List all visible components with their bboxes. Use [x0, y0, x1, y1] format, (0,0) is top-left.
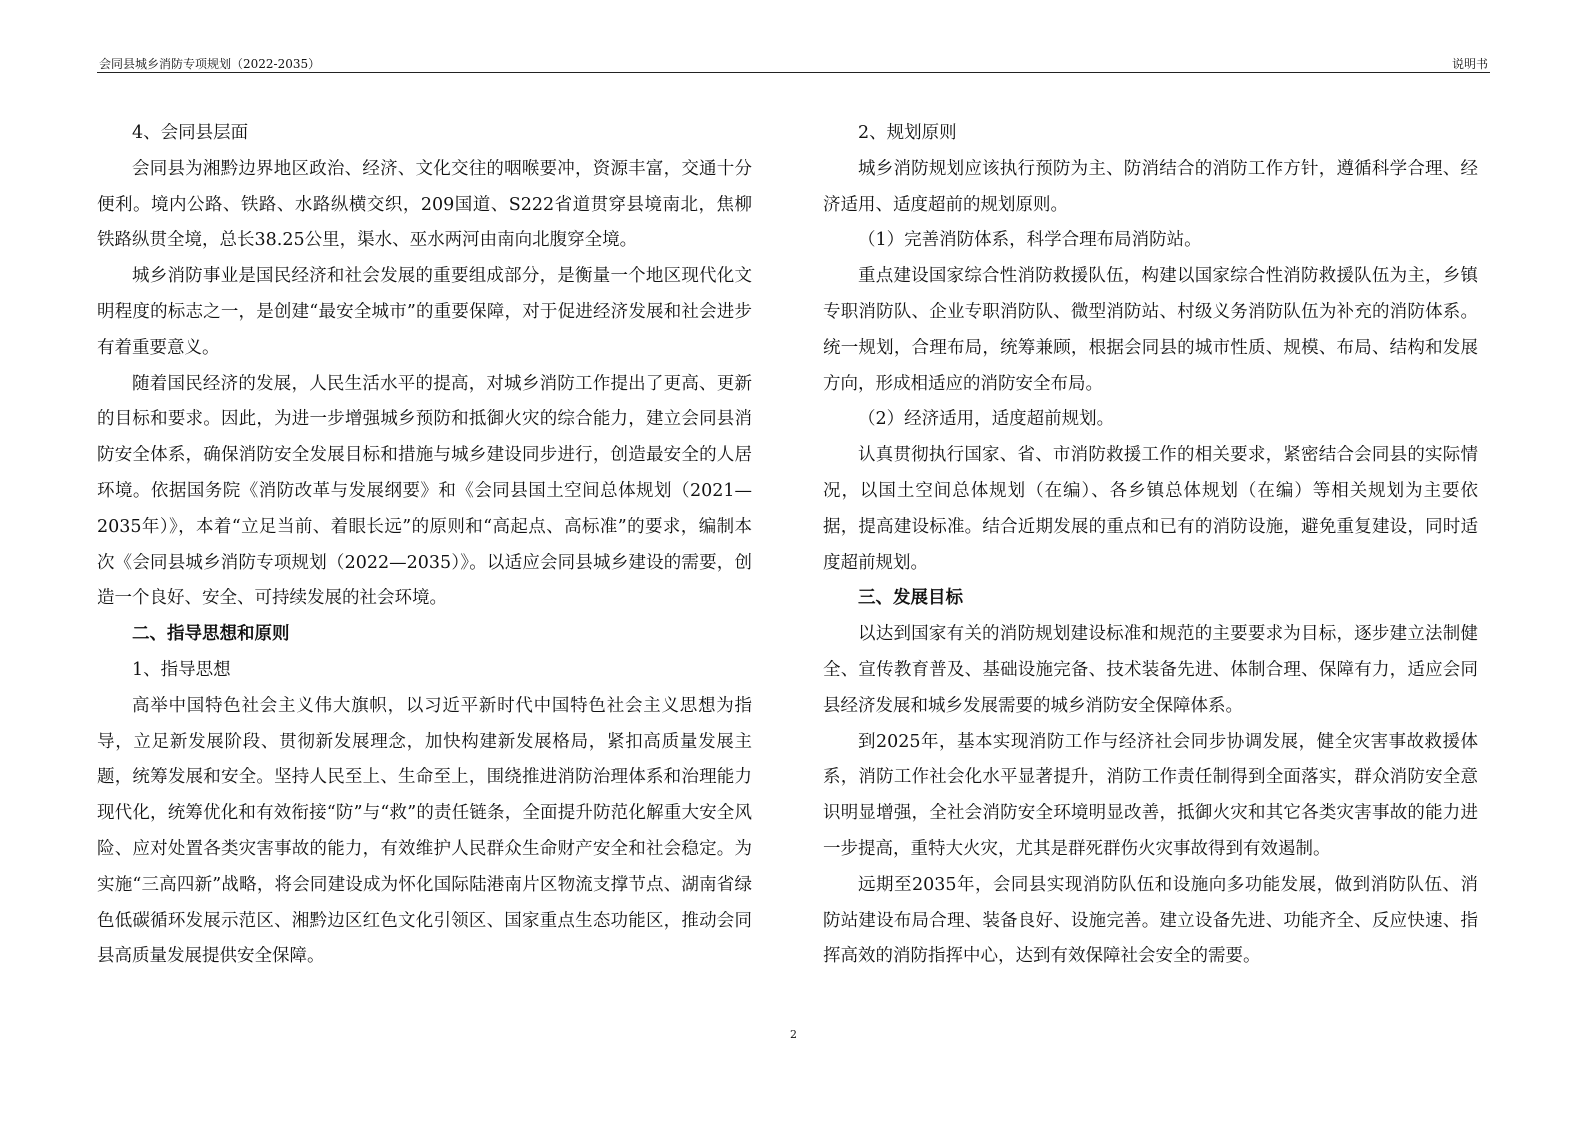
subheading: 1、指导思想 [132, 659, 231, 680]
paragraph: 远期至2035年，会同县实现消防队伍和设施向多功能发展，做到消防队伍、消防站建设布局合理、装备良好、设施完善。建立设备先进、功能齐全、反应快速、指挥高效的消防指挥中心，达到有效保障社会安全的需要。 [823, 874, 1478, 967]
paragraph: 会同县为湘黔边界地区政治、经济、文化交往的咽喉要冲，资源丰富，交通十分便利。境内公路、铁路、水路纵横交织，209国道、S222省道贯穿县境南北，焦柳铁路纵贯全境，总长38.25公里，渠水、巫水两河由南向北腹穿全境。 [97, 158, 752, 251]
paragraph: 以达到国家有关的消防规划建设标准和规范的主要要求为目标，逐步建立法制健全、宣传教育普及、基础设施完备、技术装备先进、体制合理、保障有力，适应会同县经济发展和城乡发展需要的城乡消防安全保障体系。 [823, 624, 1478, 716]
document-section: 说明书 [1451, 57, 1488, 71]
paragraph: 重点建设国家综合性消防救援队伍，构建以国家综合性消防救援队伍为主，乡镇专职消防队、企业专职消防队、微型消防站、村级义务消防队伍为补充的消防体系。统一规划，合理布局，统筹兼顾，根据会同县的城市性质、规模、布局、结构和发展方向，形成相适应的消防安全布局。 [823, 266, 1478, 394]
left-column [97, 116, 752, 975]
subheading: 2、规划原则 [858, 123, 957, 143]
section-heading: 二、指导思想和原则 [132, 624, 290, 645]
paragraph: 认真贯彻执行国家、省、市消防救援工作的相关要求，紧密结合会同县的实际情况，以国土空间总体规划（在编）、各乡镇总体规划（在编）等相关规划为主要依据，提高建设标准。结合近期发展的重点和已有的消防设施，避免重复建设，同时适度超前规划。 [823, 445, 1478, 573]
paragraph: 高举中国特色社会主义伟大旗帜，以习近平新时代中国特色社会主义思想为指导，立足新发展阶段、贯彻新发展理念，加快构建新发展格局，紧扣高质量发展主题，统筹发展和安全。坚持人民至上、生命至上，围绕推进消防治理体系和治理能力现代化，统筹优化和有效衔接“防”与“救”的责任链条，全面提升防范化解重大安全风险、应对处置各类灾害事故的能力，有效维护人民群众生命财产安全和社会稳定。为实施“三高四新”战略，将会同建设成为怀化国际陆港南片区物流支撑节点、湖南省绿色低碳循环发展示范区、湘黔边区红色文化引领区、国家重点生态功能区，推动会同县高质量发展提供安全保障。 [97, 695, 752, 967]
subheading: （1）完善消防体系，科学合理布局消防站。 [858, 230, 1202, 251]
paragraph: 随着国民经济的发展，人民生活水平的提高，对城乡消防工作提出了更高、更新的目标和要求。因此，为进一步增强城乡预防和抵御火灾的综合能力，建立会同县消防安全体系，确保消防安全发展目标和措施与城乡建设同步进行，创造最安全的人居环境。依据国务院《消防改革与发展纲要》和《会同县国土空间总体规划（2021—2035年）》，本着“立足当前、着眼长远”的原则和“高起点、高标准”的要求，编制本次《会同县城乡消防专项规划（2022—2035）》。以适应会同县城乡建设的需要，创造一个良好、安全、可持续发展的社会环境。 [97, 373, 752, 609]
subheading: （2）经济适用，适度超前规划。 [858, 409, 1115, 430]
document-title: 会同县城乡消防专项规划（2022-2035） [99, 57, 321, 71]
paragraph: 城乡消防事业是国民经济和社会发展的重要组成部分，是衡量一个地区现代化文明程度的标志之一，是创建“最安全城市”的重要保障，对于促进经济发展和社会进步有着重要意义。 [97, 266, 752, 358]
paragraph: 到2025年，基本实现消防工作与经济社会同步协调发展，健全灾害事故救援体系，消防工作社会化水平显著提升，消防工作责任制得到全面落实，群众消防安全意识明显增强，全社会消防安全环境明显改善，抵御火灾和其它各类灾害事故的能力进一步提高，重特大火灾，尤其是群死群伤火灾事故得到有效遏制。 [823, 731, 1478, 859]
right-column [823, 116, 1478, 975]
subheading: 4、会同县层面 [132, 123, 249, 143]
page-header [97, 52, 1490, 73]
section-heading: 三、发展目标 [858, 588, 963, 609]
page-number: 2 [790, 1028, 797, 1041]
paragraph: 城乡消防规划应该执行预防为主、防消结合的消防工作方针，遵循科学合理、经济适用、适度超前的规划原则。 [823, 158, 1478, 215]
